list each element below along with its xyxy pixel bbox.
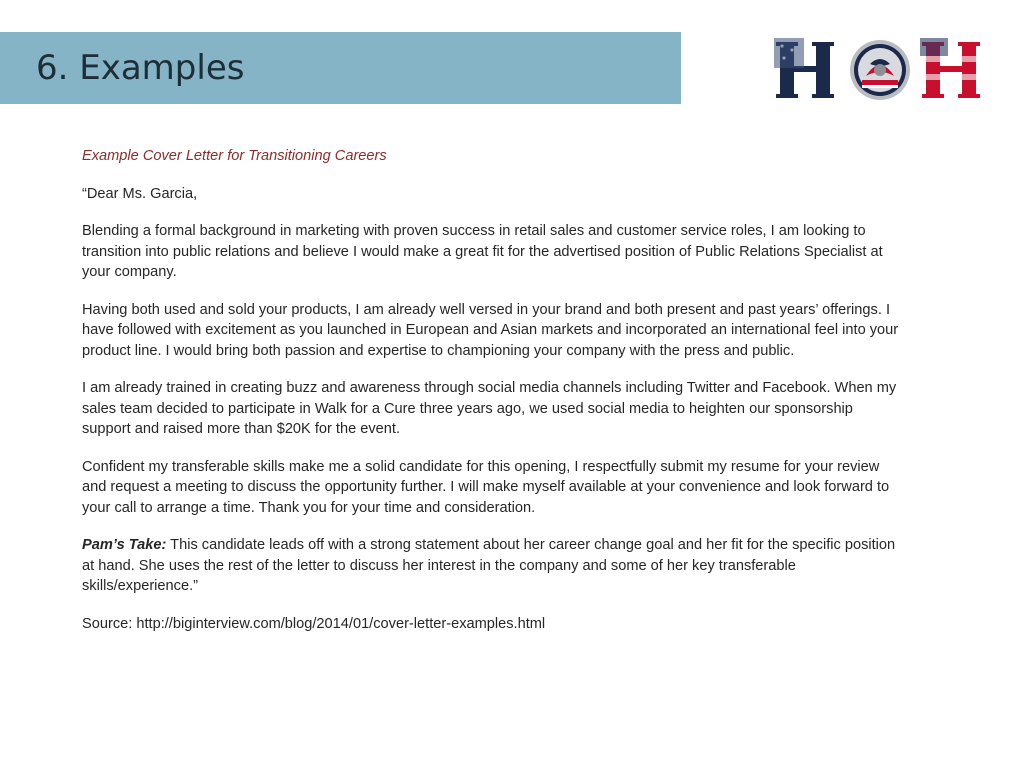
letter-paragraph-2: Having both used and sold your products, I am already well versed in your brand and both present and past years’ offerings. I have followed with excitement as you launched in European and Asian markets and incorporated an international feel into your product line. I would bring both passion and expertise to championing your company with the press and public. — [82, 301, 899, 359]
letter-paragraph-1: Blending a formal background in marketing with proven success in retail sales and customer service roles, I am looking to transition into public relations and believe I would make a great fit for the advertised position of Public Relations Specialist at your company. — [82, 223, 883, 280]
pams-take — [82, 535, 902, 597]
hoh-logo — [770, 36, 990, 104]
source-line: Source: http://biginterview.com/blog/2014/01/cover-letter-examples.html — [82, 615, 546, 632]
logo-seal — [850, 40, 910, 100]
letter-greeting: “Dear Ms. Garcia, — [82, 185, 198, 202]
letter-paragraph-4: Confident my transferable skills make me a solid candidate for this opening, I respectfully submit my resume for your review and request a meeting to discuss the opportunity further. I will make myself available at your convenience and look forward to your call to arrange a time. Thank you for your time and consideration. — [82, 458, 890, 516]
page-title: 6. Examples — [36, 48, 245, 88]
letter-paragraph-3: I am already trained in creating buzz and awareness through social media channels including Twitter and Facebook. When my sales team decided to participate in Walk for a Cure three years ago, we used social media to heighten our sponsorship support and raised more than $20K for the event. — [82, 380, 897, 437]
pams-take-label: Pam’s Take: — [82, 537, 167, 553]
pams-take-text: This candidate leads off with a strong statement about her career change goal and her fit for the specific position at hand. She uses the rest of the letter to discuss her interest in the company and some of her key transferable skills/experience.” — [82, 537, 896, 594]
logo-right-h — [920, 38, 986, 98]
logo-left-h — [774, 38, 834, 98]
letter-body — [82, 146, 902, 651]
letter-subtitle: Example Cover Letter for Transitioning Careers — [82, 148, 387, 164]
